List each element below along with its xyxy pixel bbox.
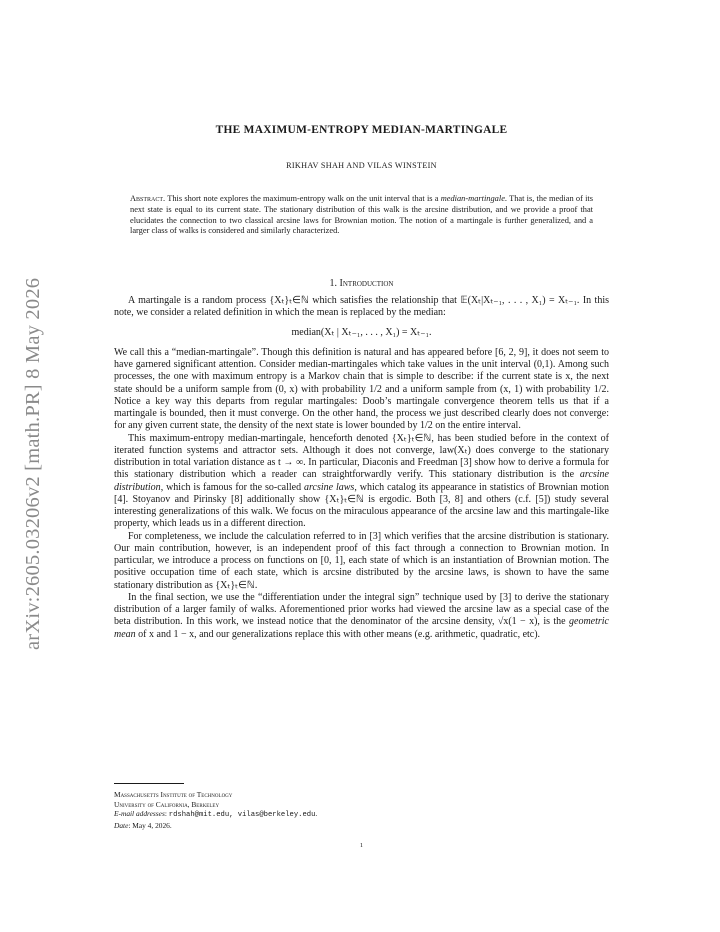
intro-body — [114, 295, 609, 641]
page-number: 1 — [359, 842, 364, 849]
date-label: Date — [114, 820, 129, 830]
intro-p3-term-arcsine-laws: arcsine laws — [304, 481, 355, 493]
date-value: May 4, 2026. — [132, 820, 172, 830]
intro-paragraph-3 — [114, 433, 609, 531]
paper-authors: RIKHAV SHAH AND VILAS WINSTEIN — [286, 161, 437, 170]
intro-p3-text-b: , which is famous for the so-called — [160, 481, 305, 493]
abstract-term: median-martingale — [440, 194, 505, 203]
display-equation: median(Xₜ | Xₜ₋₁, . . . , X₁) = Xₜ₋₁. — [291, 326, 432, 338]
intro-p5-term-geometric-mean: geometric mean — [114, 616, 609, 640]
email-addresses: rdshah@mit.edu, vilas@berkeley.edu — [168, 811, 316, 820]
affiliation-berkeley: University of California, Berkeley — [114, 799, 220, 809]
intro-p3-term-arcsine-distribution: arcsine distribution — [114, 469, 609, 493]
abstract-text-1: This short note explores the maximum-entropy walk on the unit interval that is a — [165, 194, 441, 203]
paper-title: THE MAXIMUM-ENTROPY MEDIAN-MARTINGALE — [215, 124, 508, 136]
email-line: E-mail addresses: rdshah@mit.edu, vilas@berkeley.edu. — [114, 809, 318, 820]
intro-p3-text-c: , which catalog its appearance in statistics of Brownian motion [4]. Stoyanov and Pirinsky [8] additionally show {Xₜ}ₜ∈ℕ is ergodic. Both [3, 8] and others (c.f. [5]) study several interesting generalizations of this walk. We focus on the miraculous appearance of the arcsine law and this martingale-like property, which leads us in a different direction. — [114, 481, 609, 530]
footnote-rule — [114, 783, 184, 784]
email-label: E-mail addresses — [114, 809, 165, 819]
intro-p5-text-b: of x and 1 − x, and our generalizations replace this with other means (e.g. arithmetic, quadratic, etc). — [135, 628, 541, 640]
intro-paragraph-2: We call this a “median-martingale”. Though this definition is natural and has appeared before [6, 2, 9], it does not seem to have garnered significant attention. Consider median-martingales which take values in the unit interval (0,1). Among such processes, the one with maximum entropy is a Markov chain that is simple to describe: if the current state is x, the next state should be a uniform sample from (0, x) with probability 1/2 and a uniform sample from (x, 1) with probability 1/2. Notice a key way this departs from regular martingales: Doob’s martingale convergence theorem tells us that if a martingale is bounded, then it must converge. On the other hand, the process we just described clearly does not converge: for any given current state, the density of the next state is lower bounded by 1/2 on the entire interval. — [114, 346, 609, 432]
abstract — [130, 194, 593, 237]
section-title: Introduction — [339, 278, 394, 289]
section-number: 1. — [329, 278, 340, 289]
intro-paragraph-5 — [114, 592, 609, 641]
section-heading — [114, 278, 609, 290]
intro-p3-text-a: This maximum-entropy median-martingale, henceforth denoted {Xₜ}ₜ∈ℕ, has been studied before in the context of iterated function systems and attractor sets. Although it does not converge, law(Xₜ) does converge to the stationary distribution in total variation distance as t → ∞. In particular, Diaconis and Freedman [3] show how to derive a formula for this stationary distribution which a reader can straightforwardly verify. This stationary distribution is the — [114, 432, 609, 481]
abstract-label: Abstract. — [130, 194, 166, 203]
abstract-text-2: . That is, the median of its next state is equal to its current state. The stationary distribution of this walk is the arcsine distribution, and we provide a proof that elucidates the connection to two classical arcsine laws for Brownian motion. The notion of a martingale is further generalized, and a larger class of walks is considered and similarly characterized. — [130, 194, 594, 236]
affiliation-mit: Massachusetts Institute of Technology — [114, 790, 233, 799]
arxiv-id-text: arXiv:2605.03206v2 [math.PR] 8 May 2026 — [22, 277, 44, 650]
arxiv-identifier-stamp — [20, 250, 46, 650]
date-line: Date: May 4, 2026. — [114, 820, 172, 830]
intro-paragraph-4: For completeness, we include the calculation referred to in [3] which verifies that the arcsine distribution is stationary. Our main contribution, however, is an independent proof of this fact through a connection to Brownian motion. In particular, we introduce a process on functions on [0, 1], each state of which is an instantiation of Brownian motion. The positive occupation time of each state, which is arcsine distributed by the arcsine laws, is shown to have the same stationary distribution as {Xₜ}ₜ∈ℕ. — [114, 530, 609, 591]
intro-p5-text-a: In the final section, we use the “differentiation under the integral sign” technique used by [3] to derive the stationary distribution of a larger family of walks. Aforementioned prior works had viewed the arcsine law as a special case of the beta distribution. In this work, we instead notice that the denominator of the arcsine density, √x(1 − x), is the — [114, 591, 609, 628]
footnote-block — [114, 790, 609, 830]
intro-paragraph-1: A martingale is a random process {Xₜ}ₜ∈ℕ which satisfies the relationship that 𝔼(Xₜ|Xₜ₋₁, . . . , X₁) = Xₜ₋₁. In this note, we consider a related definition in which the mean is replaced by the median: — [114, 295, 609, 319]
